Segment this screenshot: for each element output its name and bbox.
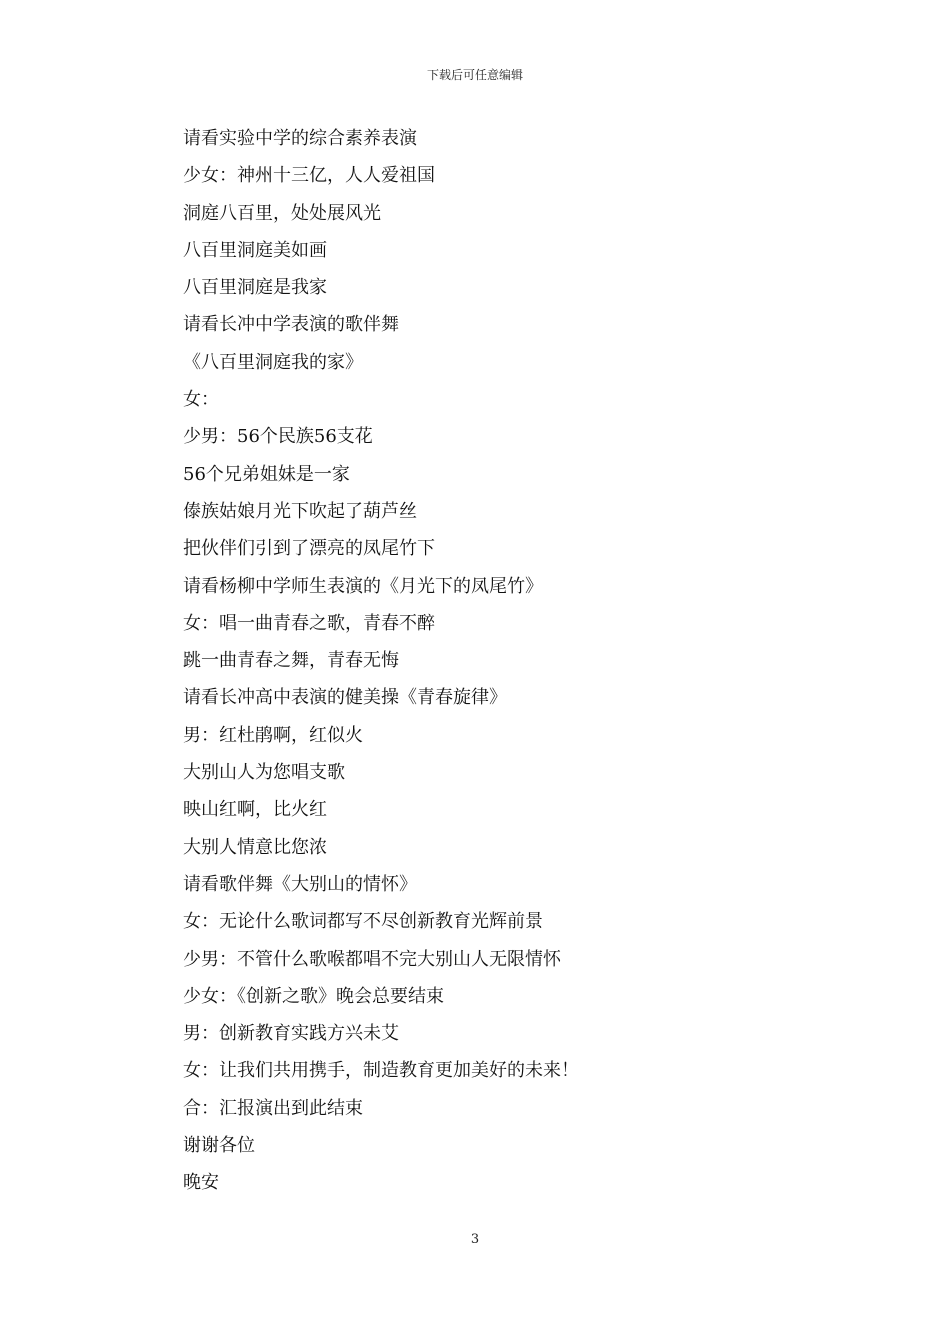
text-line: 大别人情意比您浓 bbox=[183, 836, 327, 858]
text-line: 跳一曲青春之舞，青春无悔 bbox=[183, 650, 399, 672]
text-line: 少男：不管什么歌喉都唱不完大别山人无限情怀 bbox=[183, 948, 561, 970]
text-line: 请看杨柳中学师生表演的《月光下的凤尾竹》 bbox=[183, 575, 543, 597]
text-line: 请看歌伴舞《大别山的情怀》 bbox=[183, 873, 417, 895]
text-line: 女： bbox=[183, 389, 219, 411]
text-line: 女：唱一曲青春之歌，青春不醉 bbox=[183, 612, 435, 634]
text-line: 少男：56个民族56支花 bbox=[183, 426, 373, 448]
text-line: 《八百里洞庭我的家》 bbox=[183, 351, 363, 373]
text-line: 八百里洞庭美如画 bbox=[183, 239, 327, 261]
text-line: 56个兄弟姐妹是一家 bbox=[183, 463, 350, 485]
text-line: 男：创新教育实践方兴未艾 bbox=[183, 1023, 399, 1045]
text-line: 谢谢各位 bbox=[183, 1135, 255, 1157]
text-line: 少女：《创新之歌》晚会总要结束 bbox=[183, 985, 444, 1007]
text-line: 映山红啊，比火红 bbox=[183, 799, 327, 821]
script-text-body bbox=[183, 120, 803, 1202]
text-line: 洞庭八百里，处处展风光 bbox=[183, 202, 381, 224]
text-line: 请看实验中学的综合素养表演 bbox=[183, 128, 417, 149]
text-line: 大别山人为您唱支歌 bbox=[183, 762, 345, 784]
text-line: 女：无论什么歌词都写不尽创新教育光辉前景 bbox=[183, 911, 543, 933]
text-line: 傣族姑娘月光下吹起了葫芦丝 bbox=[183, 500, 417, 522]
page-number: 3 bbox=[470, 1232, 480, 1247]
text-line: 合：汇报演出到此结束 bbox=[183, 1097, 363, 1119]
text-line: 八百里洞庭是我家 bbox=[183, 277, 327, 299]
text-line: 少女：神州十三亿，人人爱祖国 bbox=[183, 165, 435, 187]
text-line: 把伙伴们引到了漂亮的凤尾竹下 bbox=[183, 538, 435, 560]
text-line: 请看长冲高中表演的健美操《青春旋律》 bbox=[183, 687, 507, 709]
text-line: 男：红杜鹃啊，红似火 bbox=[183, 724, 363, 746]
page-header: 下载后可任意编辑 bbox=[426, 68, 523, 82]
text-line: 女：让我们共用携手，制造教育更加美好的未来！ bbox=[183, 1060, 579, 1082]
text-line: 请看长冲中学表演的歌伴舞 bbox=[183, 314, 399, 336]
text-line: 晚安 bbox=[183, 1172, 219, 1194]
